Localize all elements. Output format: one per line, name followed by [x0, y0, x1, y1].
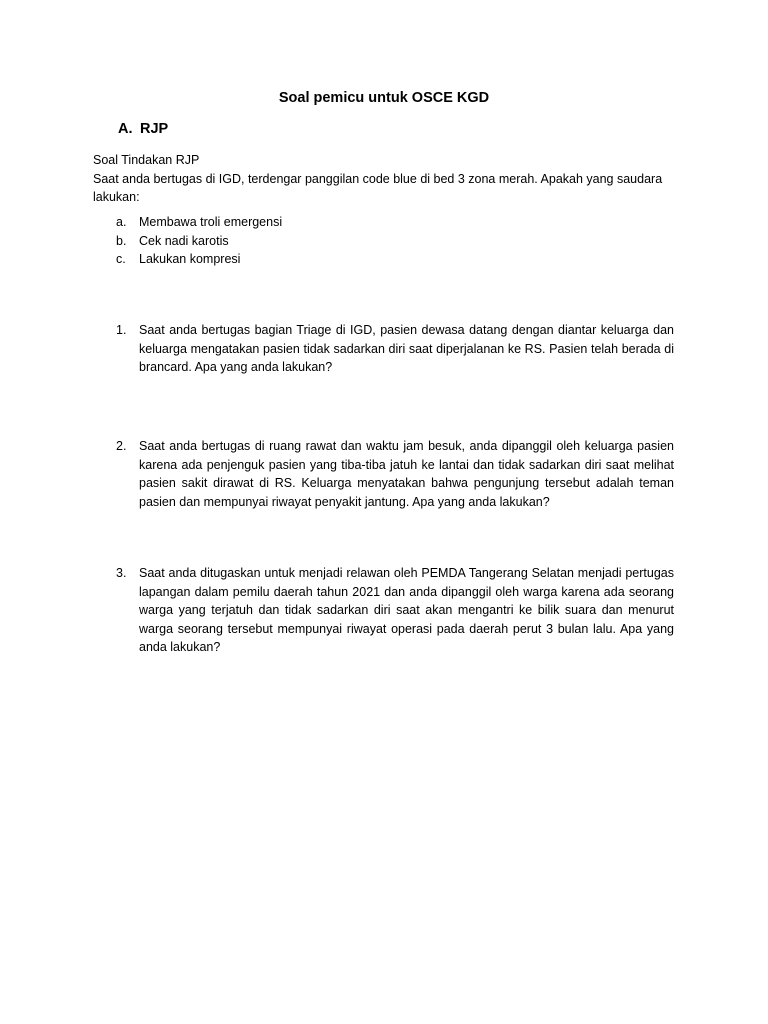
- question-item: [116, 321, 674, 377]
- option-letter: b.: [116, 233, 127, 248]
- section-heading: [118, 121, 168, 137]
- document-title: Soal pemicu untuk OSCE KGD: [278, 90, 490, 106]
- question-text: Saat anda ditugaskan untuk menjadi relawan oleh PEMDA Tangerang Selatan menjadi pertugas lapangan dalam pemilu daerah tahun 2021 dan anda dipanggil oleh warga karena ada seorang warga yang terjatuh dan tidak sadarkan diri saat akan mengantri ke bilik suara dan menurut warga seorang tersebut mempunyai riwayat operasi pada daerah perut 3 bulan lalu. Apa yang anda lakukan?: [139, 566, 674, 654]
- question-text: Saat anda bertugas bagian Triage di IGD, pasien dewasa datang dengan diantar keluarga dan keluarga mengatakan pasien tidak sadarkan diri saat diperjalanan ke RS. Pasien telah berada di brancard. Apa yang anda lakukan?: [139, 323, 674, 374]
- option-letter: c.: [116, 252, 126, 266]
- question-item: [116, 437, 674, 511]
- option-item: [116, 250, 282, 269]
- question-number: 2.: [116, 439, 127, 453]
- question-text: Saat anda bertugas di ruang rawat dan waktu jam besuk, anda dipanggil oleh keluarga pasien karena ada penjenguk pasien yang tiba-tiba jatuh ke lantai dan tidak sadarkan diri saat melihat pasien sakit dirawat di RS. Keluarga menyatakan bahwa pengunjung tersebut adalah teman pasien dan mempunyai riwayat penyakit jantung. Apa yang anda lakukan?: [139, 439, 674, 509]
- answer-options-list: [116, 213, 282, 269]
- question-number: 3.: [116, 566, 127, 580]
- option-text: Cek nadi karotis: [139, 233, 229, 248]
- question-number: 1.: [116, 323, 127, 337]
- intro-paragraph: Saat anda bertugas di IGD, terdengar panggilan code blue di bed 3 zona merah. Apakah yang saudara lakukan:: [93, 172, 663, 204]
- option-item: [116, 232, 282, 251]
- option-text: Lakukan kompresi: [139, 252, 241, 266]
- section-marker: A.: [118, 121, 133, 137]
- option-text: Membawa troli emergensi: [139, 215, 283, 229]
- option-letter: a.: [116, 215, 127, 229]
- subsection-title: Soal Tindakan RJP: [93, 153, 200, 167]
- question-item: [116, 564, 674, 657]
- option-item: [116, 213, 282, 232]
- section-label: RJP: [140, 121, 169, 137]
